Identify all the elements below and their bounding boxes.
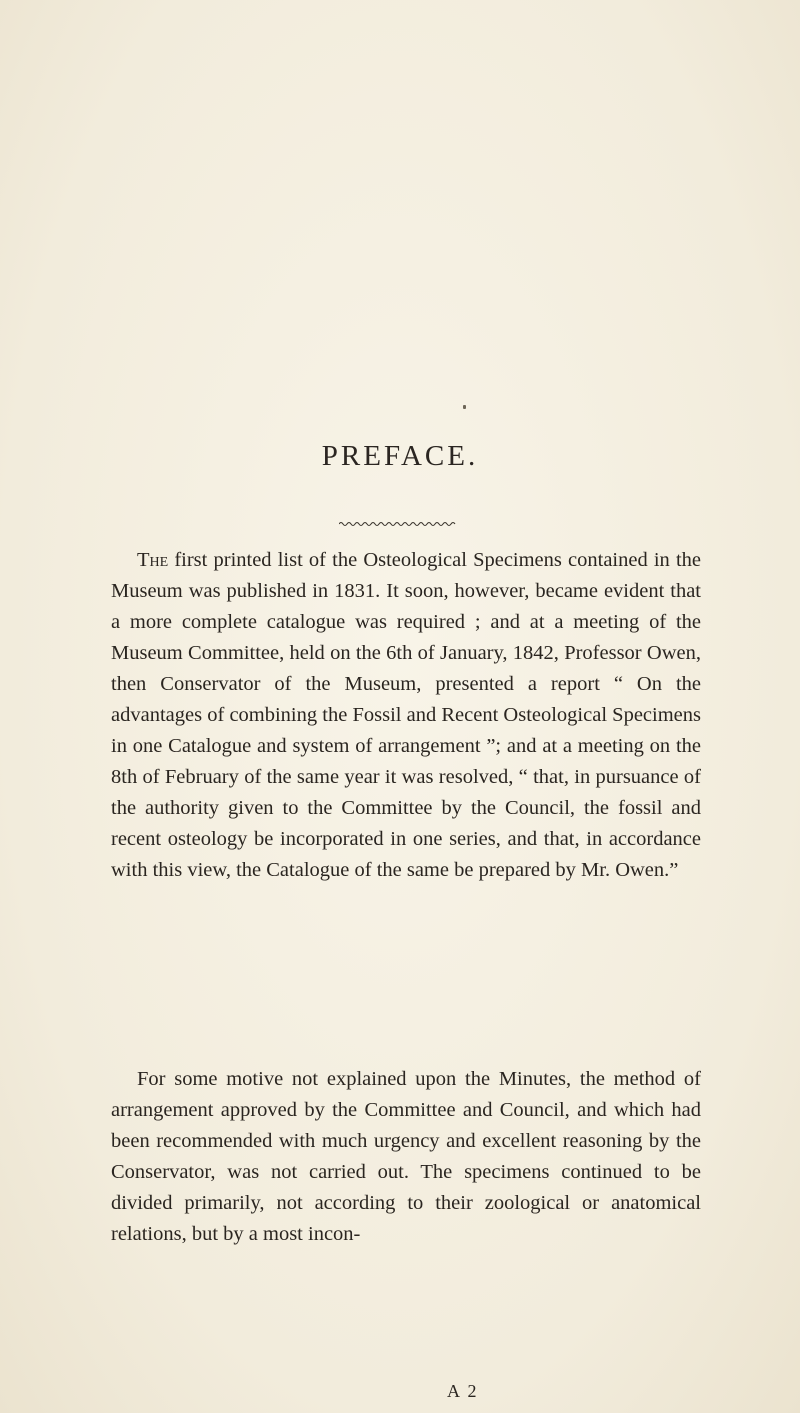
decorative-wavy-rule: [339, 520, 457, 528]
paragraph-2: [111, 1064, 701, 1250]
paragraph-body: For some motive not explained upon the Minutes, the method of arrangement approved by the Committee and Council, and which had been recommended with much urgency and excellent reasoning by the Conservator, was not carried out. The specimens continued to be divided primarily, not according to their zoological or anatomical relations, but by a most incon-: [111, 1068, 701, 1245]
signature-mark: A 2: [447, 1381, 479, 1401]
page-title: PREFACE.: [321, 440, 479, 472]
ink-speck: [463, 405, 466, 409]
paragraph-lead: The: [137, 549, 169, 571]
paragraph-1: [111, 545, 701, 886]
paragraph-body: first printed list of the Osteological Specimens contained in the Museum was published in 1831. It soon, however, became evident that a more complete catalogue was required ; and at a meeting of the Museum Committee, held on the 6th of January, 1842, Professor Owen, then Conservator of the Museum, presented a report “ On the advantages of combining the Fossil and Recent Osteological Specimens in one Catalogue and system of arrangement ”; and at a meeting on the 8th of February of the same year it was resolved, “ that, in pursuance of the authority given to the Committee by the Council, the fossil and recent osteology be incorporated in one series, and that, in accordance with this view, the Catalogue of the same be prepared by Mr. Owen.”: [111, 549, 701, 881]
